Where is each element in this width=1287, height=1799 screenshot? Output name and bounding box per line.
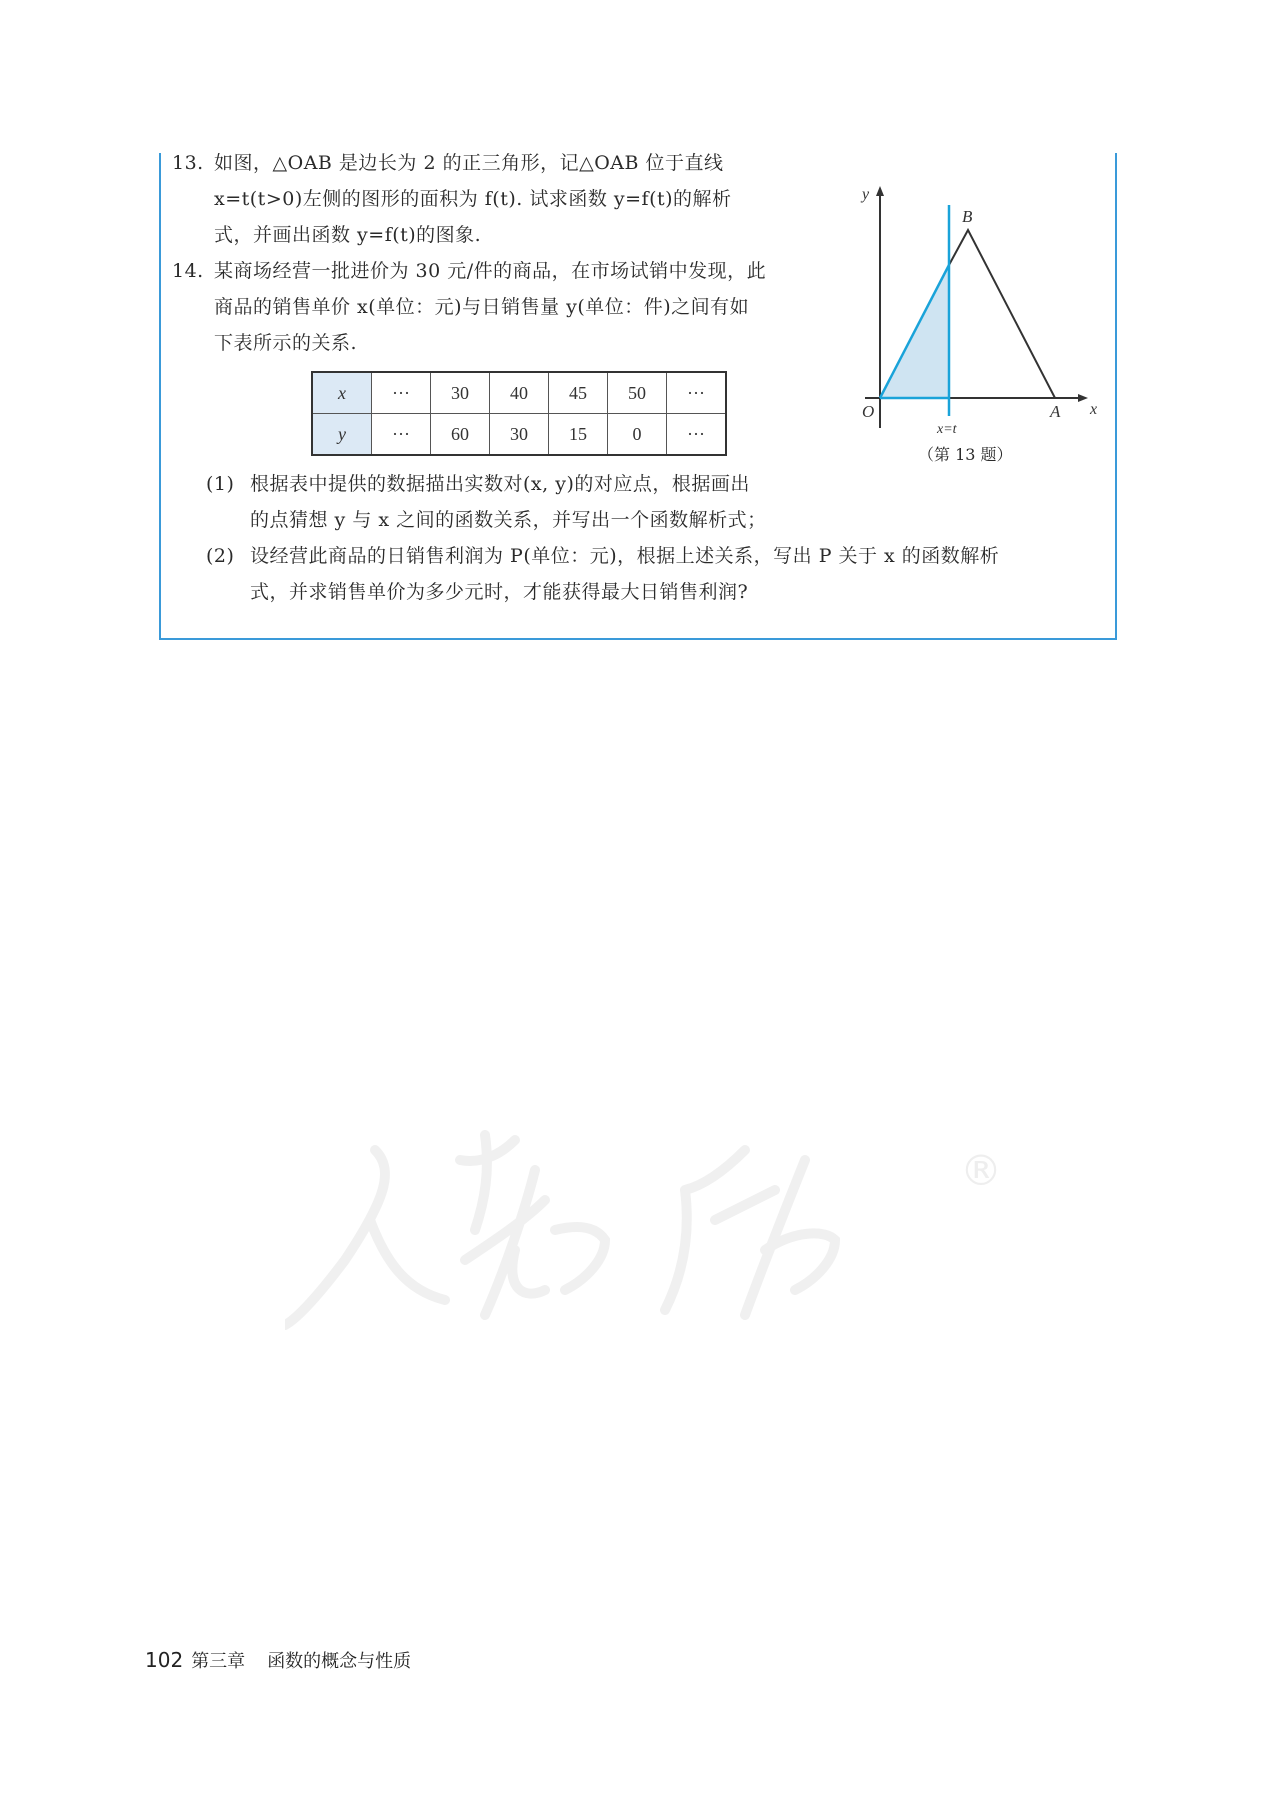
origin-label: O xyxy=(862,402,875,421)
problem-13-line-3: 式，并画出函数 y=f(t)的图象. xyxy=(214,224,482,246)
table-header-x: x xyxy=(312,372,372,414)
figure-caption: （第 13 题） xyxy=(918,445,1013,464)
page-footer xyxy=(145,1647,411,1673)
problem-14-number: 14. xyxy=(172,260,204,282)
publisher-watermark xyxy=(285,1130,1005,1330)
price-sales-table xyxy=(311,371,727,456)
watermark-stroke xyxy=(370,1220,445,1300)
triangle-edge-black xyxy=(949,230,1055,398)
chapter-label: 第三章 xyxy=(191,1651,246,1672)
problem-14-line-3: 下表所示的关系. xyxy=(214,332,358,354)
watermark-stroke xyxy=(665,1150,835,1315)
problem-14-line-2: 商品的销售单价 x(单位：元)与日销售量 y(单位：件)之间有如 xyxy=(214,296,750,318)
y-axis-arrow-icon xyxy=(876,186,884,196)
table-header-y: y xyxy=(312,414,372,456)
table-cell: ··· xyxy=(667,414,727,456)
table-cell: ··· xyxy=(667,372,727,414)
page-number: 102 xyxy=(145,1648,184,1672)
triangle-diagram xyxy=(840,170,1110,480)
watermark-stroke xyxy=(285,1150,385,1325)
subquestion-2-line-2: 式，并求销售单价为多少元时，才能获得最大日销售利润? xyxy=(250,581,749,603)
table-cell: 45 xyxy=(549,372,608,414)
subquestion-1-label: (1) xyxy=(206,473,235,495)
registered-mark: ® xyxy=(960,1146,1002,1195)
line-label: x=t xyxy=(937,422,957,437)
table-row-x xyxy=(312,372,726,414)
table-cell: 30 xyxy=(490,414,549,456)
subquestion-2-label: (2) xyxy=(206,545,235,567)
table-cell: ··· xyxy=(372,414,431,456)
y-axis-label: y xyxy=(862,186,870,203)
vertex-b-label: B xyxy=(962,207,973,226)
watermark-stroke xyxy=(460,1135,605,1315)
subquestion-1-line-1: 根据表中提供的数据描出实数对(x, y)的对应点，根据画出 xyxy=(250,473,750,495)
x-axis-label: x xyxy=(1090,401,1098,418)
vertex-a-label: A xyxy=(1050,402,1061,421)
table-cell: 60 xyxy=(431,414,490,456)
table-cell: 30 xyxy=(431,372,490,414)
table-cell: 50 xyxy=(608,372,667,414)
table-cell: 40 xyxy=(490,372,549,414)
table-row-y xyxy=(312,414,726,456)
table-cell: ··· xyxy=(372,372,431,414)
table-cell: 0 xyxy=(608,414,667,456)
problem-13-line-2: x=t(t>0)左侧的图形的面积为 f(t). 试求函数 y=f(t)的解析 xyxy=(214,188,732,210)
table-cell: 15 xyxy=(549,414,608,456)
subquestion-2-line-1: 设经营此商品的日销售利润为 P(单位：元)，根据上述关系，写出 P 关于 x 的函数解析 xyxy=(250,545,1000,567)
problem-14-line-1: 某商场经营一批进价为 30 元/件的商品，在市场试销中发现，此 xyxy=(214,260,767,282)
subquestion-1-line-2: 的点猜想 y 与 x 之间的函数关系，并写出一个函数解析式； xyxy=(250,509,767,531)
chapter-title: 函数的概念与性质 xyxy=(267,1651,412,1672)
problem-13-line-1: 如图，△OAB 是边长为 2 的正三角形，记△OAB 位于直线 xyxy=(214,152,724,174)
problem-13-number: 13. xyxy=(172,152,204,174)
x-axis-arrow-icon xyxy=(1078,394,1088,402)
